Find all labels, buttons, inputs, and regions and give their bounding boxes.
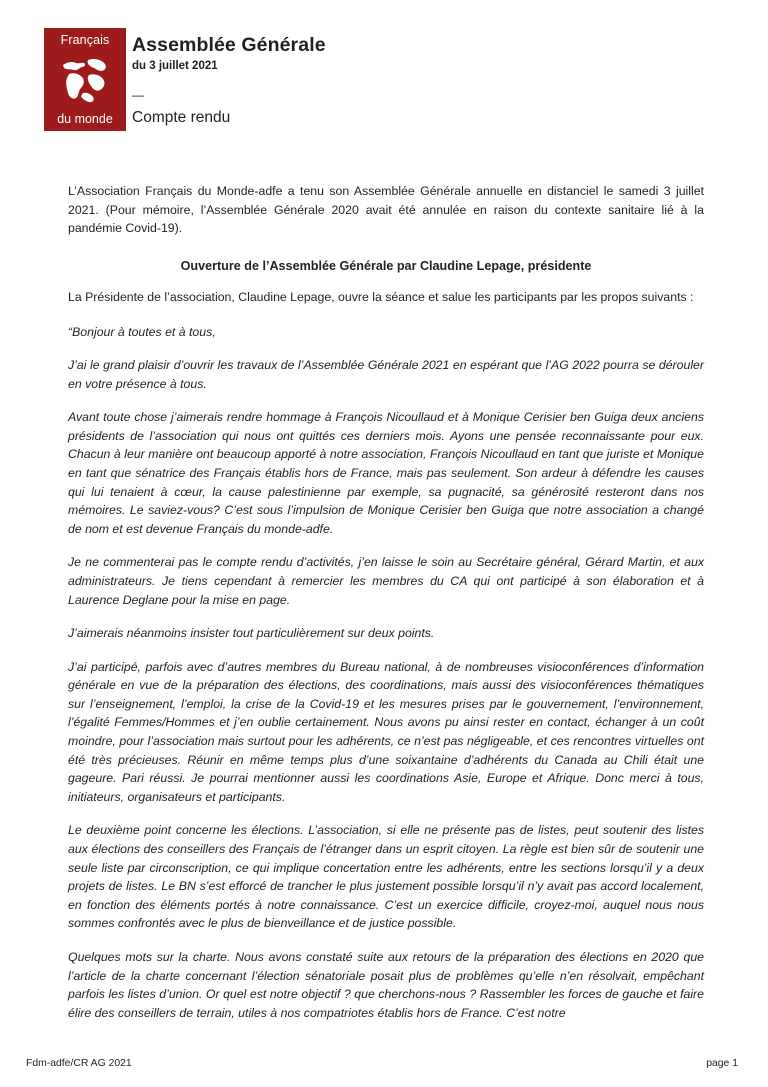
quote-paragraph: J’aimerais néanmoins insister tout particulièrement sur deux points. — [68, 626, 435, 641]
header-titles — [132, 34, 326, 127]
document-body — [68, 182, 704, 1037]
quote-paragraph: Quelques mots sur la charte. Nous avons constaté suite aux retours de la préparation des élections en 2020 que l’article de la charte concernant l’élection sénatoriale posait plus de problèmes qu’elle n’en résolvait, empêchant parfois les listes d’union. Or quel est notre objectif ? que cherchons-nous ? Rassembler les forces de gauche et faire élire des conseillers de terrain, utiles à nos compatriotes établis hors de France. C’est notre — [68, 950, 704, 1020]
title-divider: — — [132, 88, 144, 102]
document-subtitle: Compte rendu — [132, 109, 231, 126]
document-header — [44, 28, 724, 148]
intro-paragraph: L’Association Français du Monde-adfe a tenu son Assemblée Générale annuelle en distanciel le samedi 3 juillet 2021. (Pour mémoire, l’Assemblée Générale 2020 avait été annulée en raison du contexte sanitaire lié à la pandémie Covid-19). — [68, 184, 704, 236]
quote-paragraph: J’ai le grand plaisir d’ouvrir les travaux de l’Assemblée Générale 2021 en espérant que l’AG 2022 pourra se dérouler en votre présence à tous. — [68, 357, 704, 391]
globe-map-icon — [55, 49, 115, 109]
quote-paragraph: Je ne commenterai pas le compte rendu d’activités, j’en laisse le soin au Secrétaire général, Gérard Martin, et aux administrateurs. Je tiens cependant à remercier les membres du CA qui ont participé à son élaboration et à Laurence Deglane pour la mise en page. — [68, 555, 704, 607]
quote-paragraph: J’ai participé, parfois avec d’autres membres du Bureau national, à de nombreuses visioconférences d’information générale en vue de la préparation des élections, des coordinations, mais aussi des visioconférences thématiques sur l’enseignement, l’emploi, la crise de la Covid-19 et les mesures prises par le gouvernement, l’environnement, l’égalité Femmes/Hommes et j’en oublie certainement. Nous avons pu ainsi rester en contact, échanger à un coût moindre, pour l’association mais surtout pour les adhérents, ce n’est pas négligeable, et ces rencontres virtuelles ont été très précieuses. Réunir en même temps plus d’une soixantaine d’adhérents du Canada au Chili était une gageure. Pari réussi. Je pourrai mentionner aussi les coordinations Asie, Europe et Afrique. Donc merci à tous, initiateurs, organisateurs et participants. — [68, 659, 704, 804]
quote-paragraph: Le deuxième point concerne les élections. L’association, si elle ne présente pas de listes, peut soutenir des listes aux élections des conseillers des Français de l’étranger dans un esprit citoyen. La règle est bien sûr de soutenir une seule liste par circonscription, ce qui implique concertation entre les adhérents, entre les sections lorsqu’il y a deux projets de listes. Le BN s’est efforcé de trancher le plus justement possible lorsqu’il n’y avait pas accord localement, en fonction des éléments portés à notre connaissance. C’est un exercice difficile, croyez-moi, auquel nous nous sommes confrontés avec le plus de bienveillance et de justice possible. — [68, 823, 704, 931]
footer-reference: Fdm-adfe/CR AG 2021 — [26, 1058, 132, 1069]
document-footer — [26, 1058, 738, 1069]
quote-paragraph: “Bonjour à toutes et à tous, — [68, 325, 216, 340]
lead-paragraph: La Présidente de l’association, Claudine Lepage, ouvre la séance et salue les participants par les propos suivants : — [68, 289, 694, 304]
organization-logo — [44, 28, 126, 131]
section-heading: Ouverture de l’Assemblée Générale par Claudine Lepage, présidente — [180, 258, 592, 273]
logo-text-bottom: du monde — [57, 112, 113, 126]
document-date: du 3 juillet 2021 — [132, 60, 218, 72]
logo-text-top: Français — [60, 33, 110, 47]
page-title: Assemblée Générale — [132, 34, 326, 56]
quote-paragraph: Avant toute chose j’aimerais rendre hommage à François Nicoullaud et à Monique Cerisier ben Guiga deux anciens présidents de l’association qui nous ont quittés ces derniers mois. Ayons une pensée reconnaissante pour eux. Chacun à leur manière ont beaucoup apporté à notre association, François Nicoullaud en tant que juriste et Monique en tant que sénatrice des Français établis hors de France, mais pas seulement. Son ardeur à défendre les causes qui lui tenaient à cœur, la cause palestinienne par exemple, sa pugnacité, sa générosité resteront dans nos mémoires. Le saviez-vous? C’est sous l’impulsion de Monique Cerisier ben Guiga que notre association a changé de nom et est devenue Français du monde-adfe. — [68, 410, 704, 536]
footer-page-number: page 1 — [706, 1058, 738, 1069]
